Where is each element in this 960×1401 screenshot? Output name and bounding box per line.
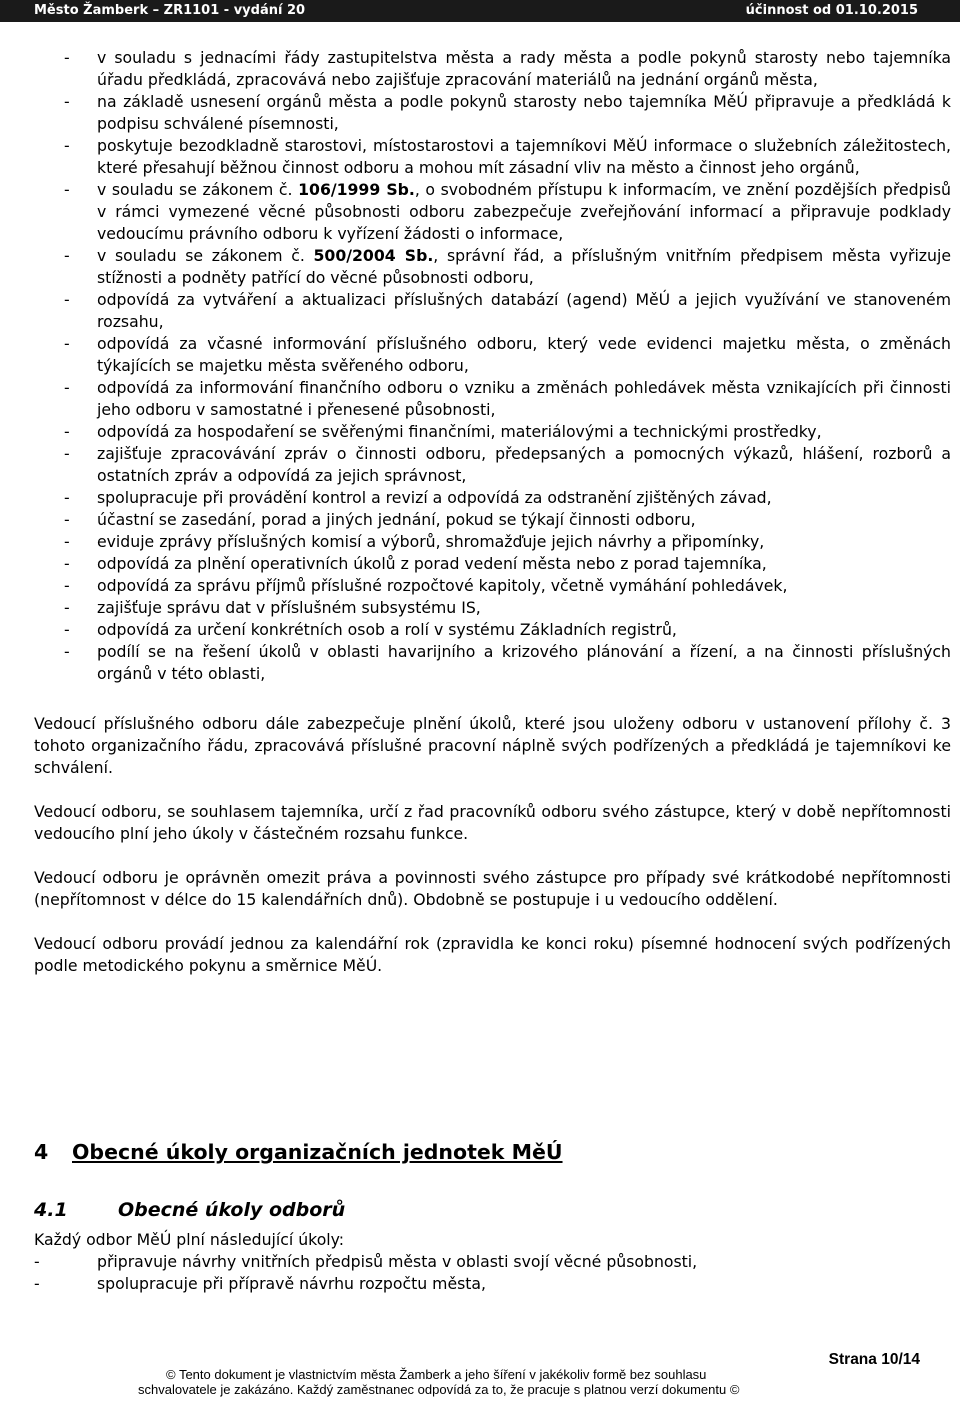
subsection-heading [34,1199,345,1221]
list-item: - zajišťuje zpracovávání zpráv o činnosti odboru, předepsaných a pomocných výkazů, hlášení, rozborů a ostatních zpráv a odpovídá za jejich správnost, [64,444,951,485]
list-item: - v souladu se zákonem č. 106/1999 Sb., o svobodném přístupu k informacím, ve znění pozdějších předpisů v rámci vymezené věcné působnosti odboru zabezpečuje zveřejňování informací a připravuje podklady vedoucímu právního odboru k vyřízení žádosti o informace, [64,180,951,243]
page-number: Strana 10/14 [828,1351,920,1368]
subsection-body [34,1229,951,1295]
paragraph: Vedoucí odboru provádí jednou za kalendářní rok (zpravidla ke konci roku) písemné hodnocení svých podřízených podle metodického pokynu a směrnice MěÚ. [34,934,951,975]
list-item: - odpovídá za hospodaření se svěřenými finančními, materiálovými a technickými prostředky, [64,422,822,441]
document-title: Město Žamberk – ZR1101 - vydání 20 [34,3,306,18]
list-item: - připravuje návrhy vnitřních předpisů města v oblasti svojí věcné působnosti, [34,1252,698,1271]
list-item: - odpovídá za plnění operativních úkolů z porad vedení města nebo z porad tajemníka, [64,554,767,573]
list-item: - odpovídá za včasné informování příslušného odboru, který vede evidenci majetku města, o změnách týkajících se majetku města svěřeného odboru, [64,334,951,375]
list-item: - odpovídá za vytváření a aktualizaci příslušných databází (agend) MěÚ a jejich využívání ve stanoveném rozsahu, [64,290,951,331]
list-item: - na základě usnesení orgánů města a podle pokynů starosty nebo tajemníka MěÚ připravuje a předkládá k podpisu schválené písemnosti, [64,92,951,133]
list-item: - podílí se na řešení úkolů v oblasti havarijního a krizového plánování a řízení, a na činnosti příslušných orgánů v této oblasti, [64,642,951,683]
page-header [0,0,960,22]
section-heading [34,1140,563,1164]
tasks-list [34,1251,951,1295]
list-item: - poskytuje bezodkladně starostovi, místostarostovi a tajemníkovi MěÚ informace o služebních záležitostech, které přesahují běžnou činnost odboru a mohou mít zásadní vliv na město a činnost jeho orgánů, [64,136,951,177]
page-footer [0,1347,960,1401]
effective-date: účinnost od 01.10.2015 [745,3,918,18]
list-item: - spolupracuje při přípravě návrhu rozpočtu města, [34,1274,487,1293]
document-body [34,47,951,977]
copyright-line: © Tento dokument je vlastnictvím města Žamberk a jeho šíření v jakékoliv formě bez souhlasu [166,1367,707,1382]
list-item: - v souladu se zákonem č. 500/2004 Sb., správní řád, a příslušným vnitřním předpisem města vyřizuje stížnosti a podněty patřící do věcné působnosti odboru, [64,246,951,287]
list-item: - odpovídá za správu příjmů příslušné rozpočtové kapitoly, včetně vymáhání pohledávek, [64,576,788,595]
copyright-line: schvalovatele je zakázáno. Každý zaměstnanec odpovídá za to, že pracuje s platnou verzí dokumentu © [138,1382,740,1397]
duties-list [34,47,951,685]
list-item: - odpovídá za informování finančního odboru o vzniku a změnách pohledávek města vznikajících při činnosti jeho odboru v samostatné i přenesené působnosti, [64,378,951,419]
subsection-title: Obecné úkoly odborů [118,1199,346,1221]
list-item: - spolupracuje při provádění kontrol a revizí a odpovídá za odstranění zjištěných závad, [64,488,772,507]
list-item: - eviduje zprávy příslušných komisí a výborů, shromažďuje jejich návrhy a připomínky, [64,532,765,551]
paragraph: Vedoucí příslušného odboru dále zabezpečuje plnění úkolů, které jsou uloženy odboru v ustanovení přílohy č. 3 tohoto organizačního řádu, zpracovává příslušné pracovní náplně svých podřízených a předkládá je tajemníkovi ke schválení. [34,714,951,777]
subsection-number: 4.1 [34,1199,68,1221]
list-item: - zajišťuje správu dat v příslušném subsystému IS, [64,598,481,617]
list-item: - odpovídá za určení konkrétních osob a rolí v systému Základních registrů, [64,620,677,639]
paragraph: Vedoucí odboru, se souhlasem tajemníka, určí z řad pracovníků odboru svého zástupce, který v době nepřítomnosti vedoucího plní jeho úkoly v částečném rozsahu funkce. [34,802,951,843]
paragraph: Vedoucí odboru je oprávněn omezit práva a povinnosti svého zástupce pro případy své krátkodobé nepřítomnosti (nepřítomnost v délce do 15 kalendářních dnů). Obdobně se postupuje i u vedoucího oddělení. [34,868,951,909]
section-number: 4 [34,1140,49,1164]
list-item: - v souladu s jednacími řády zastupitelstva města a rady města a podle pokynů starosty nebo tajemníka úřadu předkládá, zpracovává nebo zajišťuje zpracování materiálů na jednání orgánů města, [64,48,951,89]
section-title: Obecné úkoly organizačních jednotek MěÚ [72,1140,563,1164]
list-item: - účastní se zasedání, porad a jiných jednání, pokud se týkají činnosti odboru, [64,510,696,529]
intro-text: Každý odbor MěÚ plní následující úkoly: [34,1230,345,1249]
